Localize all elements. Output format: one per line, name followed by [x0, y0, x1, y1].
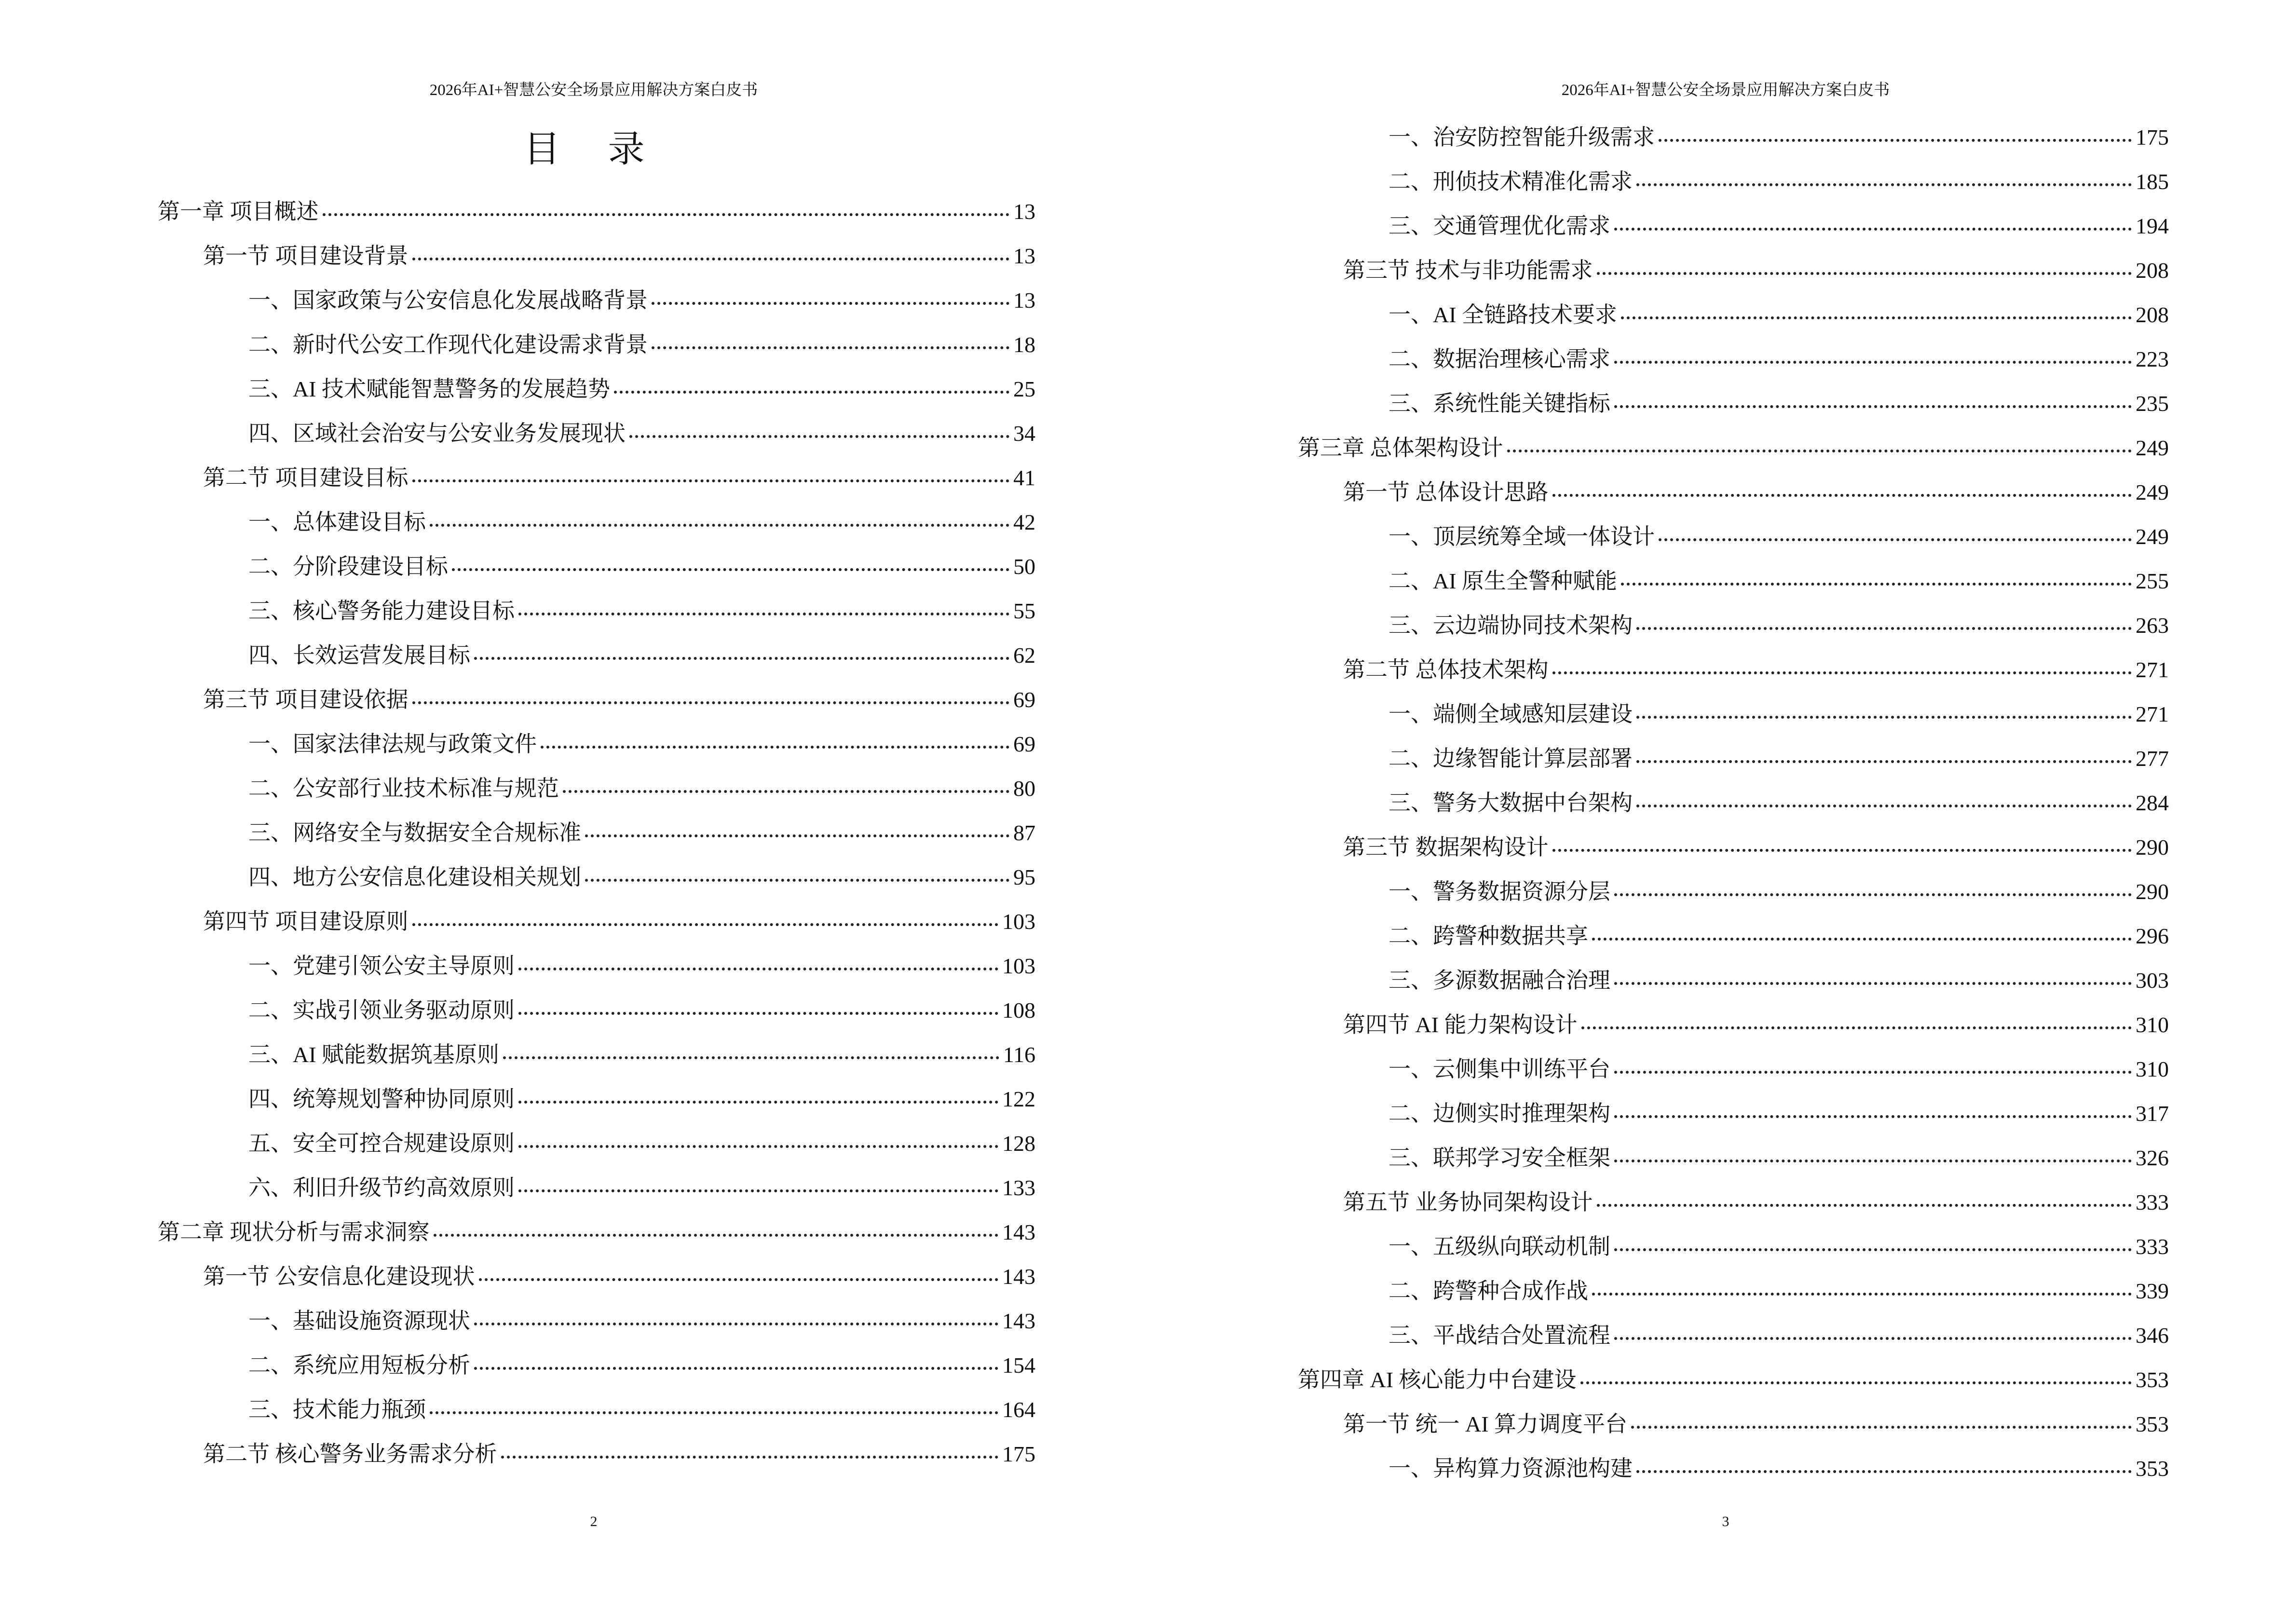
toc-entry-label: 三、平战结合处置流程: [1389, 1323, 1610, 1348]
toc-entry-page: 296: [2136, 924, 2169, 948]
toc-section-entry[interactable]: [158, 238, 1035, 283]
toc-entry-page: 185: [2136, 169, 2169, 194]
toc-item-entry[interactable]: [1298, 563, 2169, 608]
toc-entry-page: 25: [1013, 377, 1035, 401]
toc-item-entry[interactable]: [1298, 1451, 2169, 1495]
toc-entry-label: 二、边缘智能计算层部署: [1389, 746, 1633, 771]
toc-entry-page: 18: [1013, 332, 1035, 357]
toc-item-entry[interactable]: [158, 638, 1035, 682]
toc-item-entry[interactable]: [158, 593, 1035, 638]
toc-entry-label: 四、地方公安信息化建设相关规划: [248, 865, 581, 889]
dot-leader: [1636, 183, 2132, 186]
toc-section-entry[interactable]: [158, 1259, 1035, 1303]
toc-entry-label: 三、系统性能关键指标: [1389, 391, 1610, 416]
dot-leader: [1592, 938, 2132, 941]
dot-leader: [1621, 583, 2132, 586]
toc-entry-page: 333: [2136, 1190, 2169, 1215]
toc-list: [1298, 120, 2169, 1495]
toc-entry-label: 一、治安防控智能升级需求: [1389, 125, 1655, 150]
toc-entry-page: 87: [1013, 820, 1035, 845]
dot-leader: [412, 258, 1010, 260]
toc-entry-page: 175: [2136, 125, 2169, 150]
toc-entry-page: 13: [1013, 244, 1035, 268]
toc-item-entry[interactable]: [1298, 608, 2169, 652]
toc-item-entry[interactable]: [158, 771, 1035, 815]
toc-section-entry[interactable]: [1298, 1007, 2169, 1051]
dot-leader: [412, 479, 1010, 482]
dot-leader: [652, 346, 1009, 349]
dot-leader: [585, 879, 1009, 882]
toc-entry-page: 122: [1002, 1087, 1035, 1111]
toc-entry-page: 175: [1002, 1442, 1035, 1466]
toc-entry-page: 143: [1002, 1264, 1035, 1289]
dot-leader: [1659, 538, 2132, 541]
toc-entry-label: 一、异构算力资源池构建: [1389, 1456, 1633, 1481]
toc-entry-label: 第三节 数据架构设计: [1343, 835, 1549, 860]
toc-entry-page: 346: [2136, 1323, 2169, 1348]
toc-item-entry[interactable]: [1298, 1140, 2169, 1185]
toc-item-entry[interactable]: [158, 416, 1035, 460]
toc-item-entry[interactable]: [158, 1392, 1035, 1436]
toc-entry-page: 333: [2136, 1234, 2169, 1259]
toc-section-entry[interactable]: [1298, 652, 2169, 696]
toc-entry-page: 339: [2136, 1279, 2169, 1303]
toc-item-entry[interactable]: [158, 327, 1035, 371]
toc-entry-page: 235: [2136, 391, 2169, 416]
toc-entry-label: 三、多源数据融合治理: [1389, 968, 1610, 993]
dot-leader: [1631, 1426, 2132, 1429]
toc-entry-label: 五、安全可控合规建设原则: [248, 1131, 515, 1156]
toc-entry-page: 13: [1013, 199, 1035, 224]
toc-item-entry[interactable]: [158, 1126, 1035, 1170]
toc-item-entry[interactable]: [1298, 963, 2169, 1007]
dot-leader: [474, 1323, 998, 1325]
toc-entry-page: 271: [2136, 702, 2169, 726]
dot-leader: [629, 435, 1009, 438]
toc-entry-page: 143: [1002, 1309, 1035, 1333]
running-header: 2026年AI+智慧公安全场景应用解决方案白皮书: [429, 82, 758, 99]
dot-leader: [1636, 805, 2132, 807]
toc-item-entry[interactable]: [1298, 1273, 2169, 1318]
toc-entry-page: 69: [1013, 687, 1035, 712]
dot-leader: [541, 746, 1009, 749]
toc-entry-label: 第三节 项目建设依据: [203, 687, 408, 712]
dot-leader: [1614, 361, 2132, 364]
toc-entry-page: 116: [1003, 1042, 1035, 1067]
toc-entry-page: 263: [2136, 613, 2169, 638]
toc-entry-page: 133: [1002, 1175, 1035, 1200]
toc-entry-page: 103: [1002, 954, 1035, 978]
dot-leader: [412, 701, 1010, 704]
toc-item-entry[interactable]: [158, 1348, 1035, 1392]
toc-entry-label: 四、区域社会治安与公安业务发展现状: [248, 421, 626, 446]
toc-entry-page: 34: [1013, 421, 1035, 446]
toc-item-entry[interactable]: [158, 993, 1035, 1037]
toc-entry-label: 二、系统应用短板分析: [248, 1353, 470, 1378]
toc-section-entry[interactable]: [158, 904, 1035, 948]
toc-entry-page: 255: [2136, 569, 2169, 593]
toc-entry-page: 249: [2136, 436, 2169, 460]
dot-leader: [1552, 494, 2132, 497]
dot-leader: [1581, 1026, 2132, 1029]
toc-entry-page: 353: [2136, 1367, 2169, 1392]
page-number: 2: [590, 1514, 598, 1529]
toc-entry-page: 50: [1013, 554, 1035, 579]
dot-leader: [479, 1278, 999, 1281]
toc-entry-label: 三、网络安全与数据安全合规标准: [248, 820, 581, 845]
toc-entry-label: 二、AI 原生全警种赋能: [1389, 569, 1618, 593]
dot-leader: [518, 1145, 998, 1148]
toc-entry-page: 310: [2136, 1012, 2169, 1037]
toc-section-entry[interactable]: [1298, 475, 2169, 519]
dot-leader: [1614, 1337, 2132, 1340]
toc-entry-page: 143: [1002, 1220, 1035, 1244]
toc-entry-label: 二、分阶段建设目标: [248, 554, 448, 579]
toc-entry-label: 一、警务数据资源分层: [1389, 879, 1610, 904]
toc-section-entry[interactable]: [1298, 830, 2169, 874]
toc-entry-label: 第二节 核心警务业务需求分析: [203, 1442, 497, 1466]
toc-entry-page: 326: [2136, 1146, 2169, 1170]
toc-entry-page: 208: [2136, 302, 2169, 327]
toc-entry-label: 第一章 项目概述: [158, 199, 319, 224]
toc-entry-page: 164: [1002, 1397, 1035, 1422]
dot-leader: [503, 1056, 999, 1059]
toc-chapter-entry[interactable]: [158, 1215, 1035, 1259]
toc-entry-page: 353: [2136, 1456, 2169, 1481]
toc-entry-label: 第三章 总体架构设计: [1298, 436, 1503, 460]
toc-entry-page: 208: [2136, 258, 2169, 283]
toc-item-entry[interactable]: [1298, 120, 2169, 164]
toc-entry-page: 353: [2136, 1412, 2169, 1436]
toc-entry-page: 284: [2136, 791, 2169, 815]
toc-entry-label: 三、联邦学习安全框架: [1389, 1146, 1610, 1170]
toc-entry-label: 一、AI 全链路技术要求: [1389, 302, 1618, 327]
toc-section-entry[interactable]: [1298, 1406, 2169, 1451]
toc-item-entry[interactable]: [1298, 874, 2169, 918]
dot-leader: [652, 302, 1009, 305]
dot-leader: [1597, 1204, 2132, 1207]
dot-leader: [434, 1234, 999, 1237]
toc-entry-page: 223: [2136, 347, 2169, 371]
toc-entry-label: 三、技术能力瓶颈: [248, 1397, 426, 1422]
toc-section-entry[interactable]: [1298, 1185, 2169, 1229]
toc-item-entry[interactable]: [1298, 696, 2169, 741]
toc-entry-label: 第一节 总体设计思路: [1343, 480, 1549, 505]
toc-item-entry[interactable]: [1298, 785, 2169, 830]
right-page: [1144, 0, 2287, 1624]
toc-entry-page: 277: [2136, 746, 2169, 771]
toc-section-entry[interactable]: [1298, 253, 2169, 297]
dot-leader: [1614, 893, 2132, 896]
dot-leader: [412, 923, 999, 926]
toc-section-entry[interactable]: [158, 682, 1035, 726]
toc-entry-label: 四、长效运营发展目标: [248, 643, 470, 668]
toc-item-entry[interactable]: [158, 549, 1035, 593]
toc-item-entry[interactable]: [1298, 1096, 2169, 1140]
toc-entry-label: 第一节 公安信息化建设现状: [203, 1264, 475, 1289]
toc-item-entry[interactable]: [158, 283, 1035, 327]
toc-entry-page: 62: [1013, 643, 1035, 668]
toc-entry-label: 三、交通管理优化需求: [1389, 214, 1610, 238]
toc-item-entry[interactable]: [1298, 341, 2169, 386]
toc-section-entry[interactable]: [158, 1436, 1035, 1481]
toc-entry-label: 六、利旧升级节约高效原则: [248, 1175, 515, 1200]
toc-item-entry[interactable]: [158, 371, 1035, 416]
toc-entry-label: 第四节 项目建设原则: [203, 909, 408, 934]
toc-entry-label: 二、边侧实时推理架构: [1389, 1101, 1610, 1126]
dot-leader: [474, 657, 1009, 660]
dot-leader: [1597, 272, 2132, 275]
dot-leader: [452, 568, 1009, 571]
dot-leader: [1621, 316, 2132, 319]
toc-entry-page: 154: [1002, 1353, 1035, 1378]
dot-leader: [1614, 1160, 2132, 1162]
toc-entry-label: 第二节 总体技术架构: [1343, 657, 1549, 682]
toc-entry-page: 249: [2136, 524, 2169, 549]
toc-entry-label: 三、云边端协同技术架构: [1389, 613, 1633, 638]
toc-entry-label: 第四章 AI 核心能力中台建设: [1298, 1367, 1577, 1392]
dot-leader: [1636, 716, 2132, 719]
toc-entry-label: 一、五级纵向联动机制: [1389, 1234, 1610, 1259]
toc-entry-label: 二、跨警种数据共享: [1389, 924, 1588, 948]
toc-entry-label: 第一节 项目建设背景: [203, 244, 408, 268]
toc-section-entry[interactable]: [158, 460, 1035, 505]
toc-chapter-entry[interactable]: [1298, 1362, 2169, 1406]
toc-item-entry[interactable]: [158, 1037, 1035, 1081]
toc-entry-label: 第五节 业务协同架构设计: [1343, 1190, 1593, 1215]
toc-title: 目 录: [523, 129, 664, 170]
dot-leader: [585, 834, 1009, 837]
dot-leader: [1614, 1115, 2132, 1118]
toc-entry-label: 第一节 统一 AI 算力调度平台: [1343, 1412, 1628, 1436]
dot-leader: [1636, 1470, 2132, 1473]
toc-entry-page: 249: [2136, 480, 2169, 505]
toc-entry-label: 三、AI 技术赋能智慧警务的发展趋势: [248, 377, 611, 401]
toc-entry-label: 三、核心警务能力建设目标: [248, 599, 515, 623]
toc-entry-label: 三、警务大数据中台架构: [1389, 791, 1633, 815]
toc-entry-label: 一、基础设施资源现状: [248, 1309, 470, 1333]
toc-entry-label: 一、端侧全域感知层建设: [1389, 702, 1633, 726]
toc-item-entry[interactable]: [1298, 1229, 2169, 1273]
toc-entry-page: 128: [1002, 1131, 1035, 1156]
dot-leader: [1614, 405, 2132, 408]
toc-entry-page: 310: [2136, 1057, 2169, 1081]
toc-entry-label: 一、总体建设目标: [248, 510, 426, 534]
toc-item-entry[interactable]: [1298, 164, 2169, 208]
dot-leader: [563, 790, 1009, 793]
dot-leader: [1552, 671, 2132, 674]
toc-entry-page: 303: [2136, 968, 2169, 993]
toc-entry-label: 第三节 技术与非功能需求: [1343, 258, 1593, 283]
toc-entry-label: 第二章 现状分析与需求洞察: [158, 1220, 430, 1244]
toc-entry-label: 一、云侧集中训练平台: [1389, 1057, 1610, 1081]
toc-item-entry[interactable]: [158, 1170, 1035, 1215]
toc-entry-page: 42: [1013, 510, 1035, 534]
toc-item-entry[interactable]: [1298, 208, 2169, 253]
toc-entry-page: 55: [1013, 599, 1035, 623]
dot-leader: [518, 1189, 998, 1192]
toc-entry-label: 一、顶层统筹全域一体设计: [1389, 524, 1655, 549]
dot-leader: [430, 1411, 998, 1414]
toc-entry-page: 271: [2136, 657, 2169, 682]
dot-leader: [1614, 982, 2132, 985]
dot-leader: [1614, 1248, 2132, 1251]
toc-entry-label: 二、公安部行业技术标准与规范: [248, 776, 559, 801]
toc-entry-label: 第二节 项目建设目标: [203, 465, 408, 490]
toc-item-entry[interactable]: [1298, 918, 2169, 963]
dot-leader: [518, 613, 1009, 615]
dot-leader: [1659, 139, 2132, 142]
dot-leader: [1614, 1071, 2132, 1074]
toc-item-entry[interactable]: [158, 860, 1035, 904]
toc-entry-label: 二、新时代公安工作现代化建设需求背景: [248, 332, 648, 357]
toc-entry-label: 一、国家法律法规与政策文件: [248, 732, 537, 756]
toc-entry-label: 二、数据治理核心需求: [1389, 347, 1610, 371]
toc-item-entry[interactable]: [158, 948, 1035, 993]
toc-item-entry[interactable]: [158, 726, 1035, 771]
dot-leader: [323, 213, 1010, 216]
dot-leader: [1580, 1381, 2132, 1384]
dot-leader: [518, 968, 998, 970]
toc-item-entry[interactable]: [1298, 1318, 2169, 1362]
toc-item-entry[interactable]: [158, 1303, 1035, 1348]
dot-leader: [1636, 627, 2132, 630]
toc-entry-label: 一、国家政策与公安信息化发展战略背景: [248, 288, 648, 313]
toc-item-entry[interactable]: [158, 815, 1035, 860]
toc-chapter-entry[interactable]: [1298, 430, 2169, 475]
toc-entry-page: 194: [2136, 214, 2169, 238]
toc-entry-label: 一、党建引领公安主导原则: [248, 954, 515, 978]
toc-entry-page: 69: [1013, 732, 1035, 756]
dot-leader: [1507, 450, 2132, 452]
toc-entry-page: 41: [1013, 465, 1035, 490]
toc-entry-page: 290: [2136, 879, 2169, 904]
toc-item-entry[interactable]: [158, 1081, 1035, 1126]
dot-leader: [1614, 228, 2132, 231]
page-number: 3: [1722, 1514, 1729, 1529]
toc-list: [158, 194, 1035, 1481]
dot-leader: [474, 1367, 998, 1370]
dot-leader: [614, 391, 1009, 394]
toc-entry-label: 三、AI 赋能数据筑基原则: [248, 1042, 500, 1067]
toc-entry-page: 317: [2136, 1101, 2169, 1126]
toc-item-entry[interactable]: [158, 505, 1035, 549]
dot-leader: [518, 1012, 998, 1015]
toc-entry-page: 13: [1013, 288, 1035, 313]
dot-leader: [1636, 760, 2132, 763]
toc-chapter-entry[interactable]: [158, 194, 1035, 238]
dot-leader: [518, 1101, 998, 1104]
toc-entry-label: 二、刑侦技术精准化需求: [1389, 169, 1633, 194]
toc-item-entry[interactable]: [1298, 297, 2169, 341]
toc-entry-label: 第四节 AI 能力架构设计: [1343, 1012, 1578, 1037]
toc-entry-label: 二、实战引领业务驱动原则: [248, 998, 515, 1023]
toc-item-entry[interactable]: [1298, 1051, 2169, 1096]
toc-entry-page: 80: [1013, 776, 1035, 801]
toc-item-entry[interactable]: [1298, 519, 2169, 563]
toc-item-entry[interactable]: [1298, 741, 2169, 785]
dot-leader: [430, 524, 1009, 527]
toc-entry-page: 103: [1002, 909, 1035, 934]
dot-leader: [1592, 1293, 2132, 1296]
toc-entry-page: 95: [1013, 865, 1035, 889]
toc-item-entry[interactable]: [1298, 386, 2169, 430]
toc-entry-page: 290: [2136, 835, 2169, 860]
toc-entry-page: 108: [1002, 998, 1035, 1023]
dot-leader: [1552, 849, 2132, 852]
toc-entry-label: 二、跨警种合成作战: [1389, 1279, 1588, 1303]
running-header: 2026年AI+智慧公安全场景应用解决方案白皮书: [1561, 82, 1890, 99]
dot-leader: [501, 1456, 999, 1459]
toc-entry-label: 四、统筹规划警种协同原则: [248, 1087, 515, 1111]
